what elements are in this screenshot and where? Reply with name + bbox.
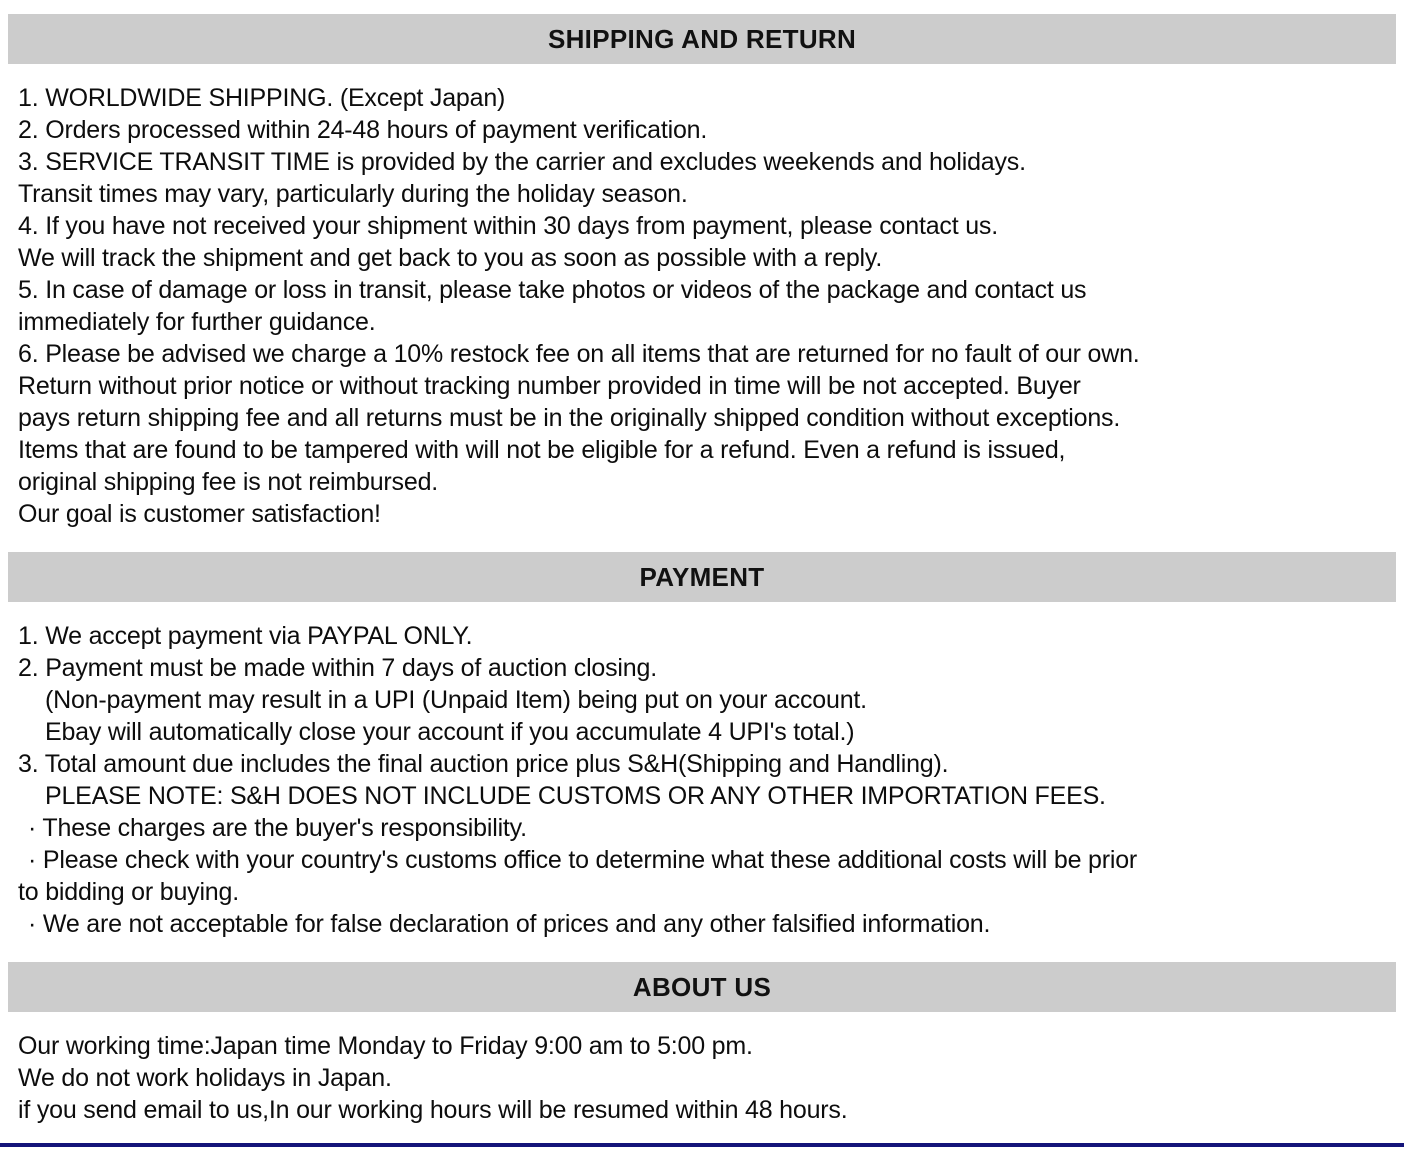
text-line: · Please check with your country's customs office to determine what these additional costs will be prior [28,846,1138,874]
section-header-payment [8,552,1396,602]
text-line: Items that are found to be tampered with will not be eligible for a refund. Even a refund is issued, [18,436,1066,464]
text-line: Return without prior notice or without tracking number provided in time will be not accepted. Buyer [18,372,1081,400]
text-line: original shipping fee is not reimbursed. [18,468,439,496]
text-line: 1. WORLDWIDE SHIPPING. (Except Japan) [18,84,506,112]
text-line: 1. We accept payment via PAYPAL ONLY. [18,622,473,650]
section-payment [0,552,1404,962]
text-line: Our goal is customer satisfaction! [18,500,381,528]
section-header-shipping [8,14,1396,64]
text-line: 3. Total amount due includes the final auction price plus S&H(Shipping and Handling). [18,750,949,778]
section-title-about: ABOUT US [632,971,772,1002]
section-title-payment: PAYMENT [639,561,765,592]
text-line: · We are not acceptable for false declaration of prices and any other falsified information. [28,910,991,938]
text-line: PLEASE NOTE: S&H DOES NOT INCLUDE CUSTOMS OR ANY OTHER IMPORTATION FEES. [45,782,1106,810]
section-body-about [0,1012,1404,1143]
bottom-divider [0,1143,1404,1147]
section-body-payment [0,602,1404,962]
text-line: We do not work holidays in Japan. [18,1064,392,1092]
text-line: 6. Please be advised we charge a 10% restock fee on all items that are returned for no fault of our own. [18,340,1140,368]
section-about-us [0,962,1404,1143]
text-line: · These charges are the buyer's responsibility. [28,814,527,842]
text-line: Our working time:Japan time Monday to Friday 9:00 am to 5:00 pm. [18,1032,753,1060]
text-line: 2. Payment must be made within 7 days of auction closing. [18,654,657,682]
text-line: We will track the shipment and get back to you as soon as possible with a reply. [18,244,883,272]
section-shipping-and-return [0,14,1404,552]
section-title-shipping: SHIPPING AND RETURN [547,23,857,54]
text-line: if you send email to us,In our working hours will be resumed within 48 hours. [18,1096,848,1124]
text-line: Transit times may vary, particularly during the holiday season. [18,180,688,208]
text-line: 4. If you have not received your shipment within 30 days from payment, please contact us. [18,212,998,240]
text-line: to bidding or buying. [18,878,239,906]
text-line: 5. In case of damage or loss in transit, please take photos or videos of the package and contact us [18,276,1087,304]
section-header-about [8,962,1396,1012]
text-line: 2. Orders processed within 24-48 hours of payment verification. [18,116,708,144]
text-line: pays return shipping fee and all returns must be in the originally shipped condition without exceptions. [18,404,1121,432]
text-line: (Non-payment may result in a UPI (Unpaid Item) being put on your account. [45,686,867,714]
text-line: immediately for further guidance. [18,308,376,336]
text-line: Ebay will automatically close your account if you accumulate 4 UPI's total.) [45,718,855,746]
section-body-shipping [0,64,1404,552]
text-line: 3. SERVICE TRANSIT TIME is provided by the carrier and excludes weekends and holidays. [18,148,1026,176]
